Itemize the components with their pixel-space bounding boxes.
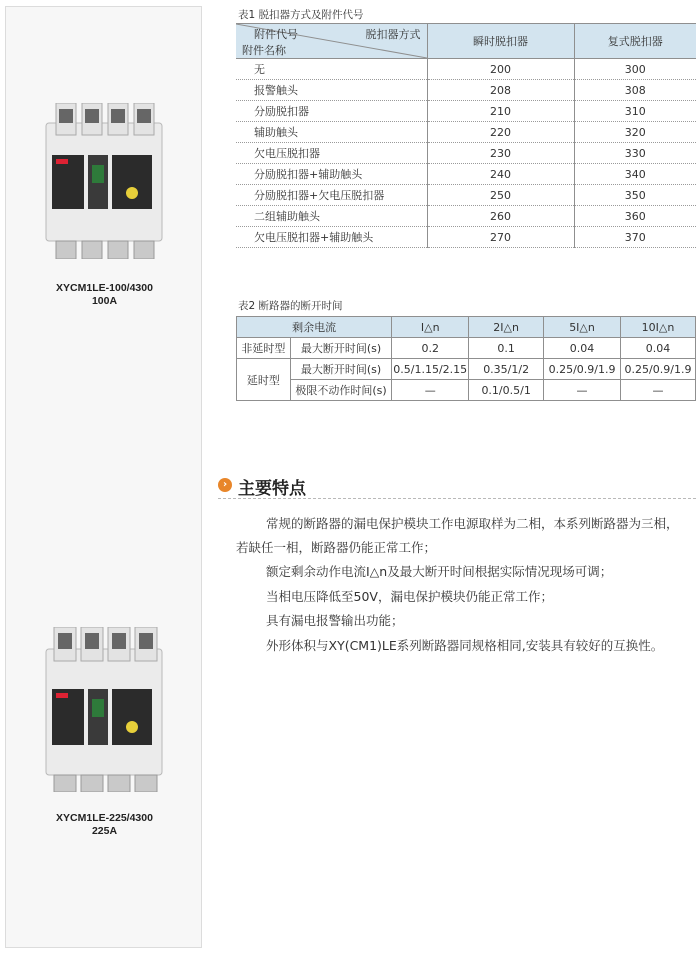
table-row — [236, 164, 696, 185]
table1-col-instant: 瞬时脱扣器 — [427, 24, 574, 59]
cell-instant: 240 — [427, 164, 574, 185]
cell-value: 0.1 — [469, 338, 544, 359]
cell-compound: 320 — [574, 122, 696, 143]
cell-compound: 350 — [574, 185, 696, 206]
cell-compound: 310 — [574, 101, 696, 122]
table2-col: 2I△n — [469, 317, 544, 338]
row-label: 最大断开时间(s) — [290, 338, 391, 359]
features-divider — [218, 498, 696, 499]
cell-name: 欠电压脱扣器 — [236, 143, 427, 164]
cell-instant: 210 — [427, 101, 574, 122]
product-panel — [5, 6, 202, 948]
cell-value: 0.5/1.15/2.15 — [392, 359, 469, 380]
cell-compound: 370 — [574, 227, 696, 248]
row-type: 延时型 — [237, 359, 291, 401]
cell-instant: 260 — [427, 206, 574, 227]
table1-caption: 表1 脱扣器方式及附件代号 — [238, 9, 364, 21]
table2-header-row — [237, 317, 696, 338]
table1 — [236, 23, 696, 248]
table-row — [236, 80, 696, 101]
cell-instant: 250 — [427, 185, 574, 206]
table-row — [236, 206, 696, 227]
features-text-cont — [236, 536, 694, 561]
table-row — [237, 338, 696, 359]
table1-header-row — [236, 24, 696, 59]
cell-name: 无 — [236, 59, 427, 80]
cell-value: — — [544, 380, 621, 401]
cell-compound: 360 — [574, 206, 696, 227]
table-row — [236, 143, 696, 164]
feature-paragraph: 若缺任一相，断路器仍能正常工作； — [236, 540, 437, 555]
feature-paragraph: 具有漏电报警输出功能； — [266, 613, 404, 628]
table2-col: I△n — [392, 317, 469, 338]
cell-compound: 300 — [574, 59, 696, 80]
feature-paragraph: 外形体积与XY(CM1)LE系列断路器同规格相同,安装具有较好的互换性。 — [266, 637, 664, 653]
product-rating: 100A — [91, 295, 118, 307]
row-label: 极限不动作时间(s) — [290, 380, 391, 401]
table2 — [236, 316, 696, 401]
features-title: 主要特点 — [238, 479, 306, 499]
cell-name: 二组辅助触头 — [236, 206, 427, 227]
row-label: 最大断开时间(s) — [290, 359, 391, 380]
cell-compound: 340 — [574, 164, 696, 185]
cell-instant: 200 — [427, 59, 574, 80]
cell-name: 辅助触头 — [236, 122, 427, 143]
corner-label-name: 附件名称 — [242, 44, 286, 57]
cell-compound: 308 — [574, 80, 696, 101]
feature-paragraph: 当相电压降低至50V，漏电保护模块仍能正常工作； — [266, 588, 553, 604]
breaker-225a-image — [42, 627, 166, 792]
features-text — [236, 512, 694, 537]
table2-col: 10I△n — [621, 317, 696, 338]
cell-compound: 330 — [574, 143, 696, 164]
cell-instant: 220 — [427, 122, 574, 143]
product-rating: 225A — [91, 825, 118, 837]
cell-value: — — [621, 380, 696, 401]
corner-label-type: 脱扣器方式 — [365, 28, 421, 41]
row-type: 非延时型 — [237, 338, 291, 359]
cell-value: 0.25/0.9/1.9 — [544, 359, 621, 380]
cell-name: 报警触头 — [236, 80, 427, 101]
table2-header-label: 剩余电流 — [237, 317, 392, 338]
table1-corner-cell — [236, 24, 427, 59]
cell-name: 分励脱扣器 — [236, 101, 427, 122]
cell-value: — — [392, 380, 469, 401]
table-row — [236, 122, 696, 143]
corner-label-code: 附件代号 — [254, 28, 298, 41]
product-model: XYCM1LE-100/4300 — [56, 282, 153, 294]
cell-value: 0.2 — [392, 338, 469, 359]
cell-instant: 230 — [427, 143, 574, 164]
breaker-100a-image — [42, 103, 166, 259]
cell-value: 0.04 — [621, 338, 696, 359]
chevron-right-icon: › — [218, 478, 232, 492]
table-row — [237, 380, 696, 401]
table-row — [236, 59, 696, 80]
table-row — [236, 101, 696, 122]
table1-col-compound: 复式脱扣器 — [574, 24, 696, 59]
cell-instant: 208 — [427, 80, 574, 101]
cell-value: 0.04 — [544, 338, 621, 359]
cell-value: 0.25/0.9/1.9 — [621, 359, 696, 380]
feature-paragraph: 额定剩余动作电流I△n及最大断开时间根据实际情况现场可调； — [266, 564, 613, 579]
table-row — [236, 185, 696, 206]
cell-name: 分励脱扣器+欠电压脱扣器 — [236, 185, 427, 206]
table-row — [237, 359, 696, 380]
cell-value: 0.1/0.5/1 — [469, 380, 544, 401]
product-model: XYCM1LE-225/4300 — [56, 812, 153, 824]
table2-caption: 表2 断路器的断开时间 — [238, 300, 343, 312]
cell-name: 分励脱扣器+辅助触头 — [236, 164, 427, 185]
cell-value: 0.35/1/2 — [469, 359, 544, 380]
features-text-2 — [236, 560, 694, 658]
feature-paragraph: 常规的断路器的漏电保护模块工作电源取样为二相，本系列断路器为三相， — [266, 516, 679, 531]
cell-name: 欠电压脱扣器+辅助触头 — [236, 227, 427, 248]
table-row — [236, 227, 696, 248]
cell-instant: 270 — [427, 227, 574, 248]
table2-col: 5I△n — [544, 317, 621, 338]
